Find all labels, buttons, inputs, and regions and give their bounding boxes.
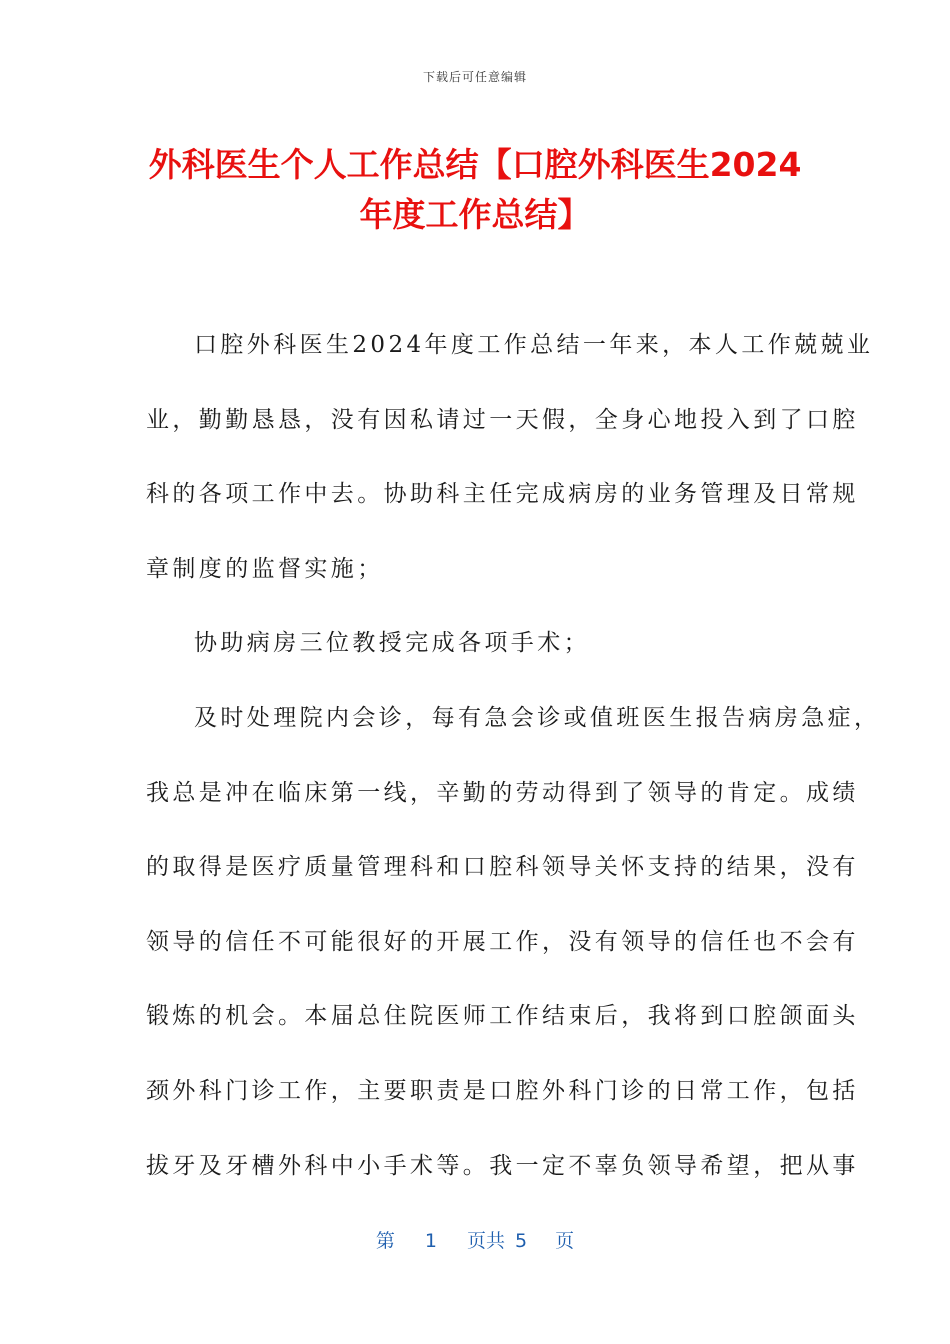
- body-line: 颈外科门诊工作，主要职责是口腔外科门诊的日常工作，包括: [146, 1077, 859, 1104]
- body-line: 科的各项工作中去。协助科主任完成病房的业务管理及日常规: [146, 481, 859, 508]
- body-line: 我总是冲在临床第一线，辛勤的劳动得到了领导的肯定。成绩: [146, 779, 859, 806]
- page-label-prefix: 第: [375, 1230, 395, 1252]
- body-line: 领导的信任不可能很好的开展工作，没有领导的信任也不会有: [146, 928, 859, 955]
- header-note: 下载后可任意编辑: [422, 70, 527, 84]
- body-line: 拔牙及牙槽外科中小手术等。我一定不辜负领导希望，把从事: [146, 1152, 859, 1179]
- body-line: 协助病房三位教授完成各项手术；: [194, 630, 590, 657]
- title-line-2: 年度工作总结】: [359, 195, 591, 234]
- body-line: 业，勤勤恳恳，没有因私请过一天假，全身心地投入到了口腔: [146, 406, 859, 433]
- body-line: 锻炼的机会。本届总住院医师工作结束后，我将到口腔颌面头: [146, 1003, 859, 1030]
- document-body: [146, 315, 881, 1210]
- page-label-suffix: 页: [555, 1230, 575, 1252]
- current-page-number: 1: [424, 1230, 437, 1252]
- title-line-1: 外科医生个人工作总结【口腔外科医生2024: [148, 145, 802, 184]
- body-line: 口腔外科医生2024年度工作总结一年来，本人工作兢兢业: [194, 332, 874, 358]
- body-line: 及时处理院内会诊，每有急会诊或值班医生报告病房急症，: [194, 704, 881, 731]
- body-line: 的取得是医疗质量管理科和口腔科领导关怀支持的结果，没有: [146, 854, 859, 881]
- document-title: [140, 140, 810, 240]
- page-footer: [0, 1226, 950, 1253]
- total-pages-number: 5: [515, 1230, 528, 1252]
- page-label-mid: 页共: [466, 1230, 505, 1252]
- body-line: 章制度的监督实施；: [146, 555, 384, 582]
